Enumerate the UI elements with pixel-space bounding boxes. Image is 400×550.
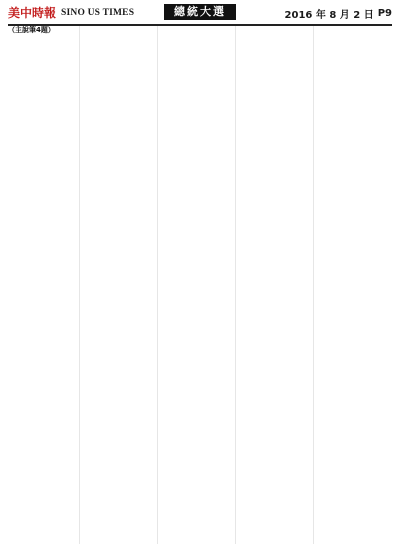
article-columns xyxy=(8,26,392,544)
brand-name-chinese: 美中時報 xyxy=(8,6,57,20)
column-3 xyxy=(164,26,236,544)
column-2 xyxy=(86,26,158,544)
column-4 xyxy=(242,26,314,544)
page-number: P9 xyxy=(377,7,392,19)
lead-line: （主說筆4題） xyxy=(8,26,55,34)
column-1 xyxy=(8,26,80,544)
masthead xyxy=(8,4,392,26)
issue-date: 2016 年 8 月 2 日 xyxy=(284,9,374,21)
masthead-right xyxy=(285,6,392,21)
column-5 xyxy=(320,26,392,544)
section-band: 總統大選 xyxy=(164,4,236,20)
brand-name-english: SINO US TIMES xyxy=(61,8,135,18)
masthead-left xyxy=(8,7,134,19)
